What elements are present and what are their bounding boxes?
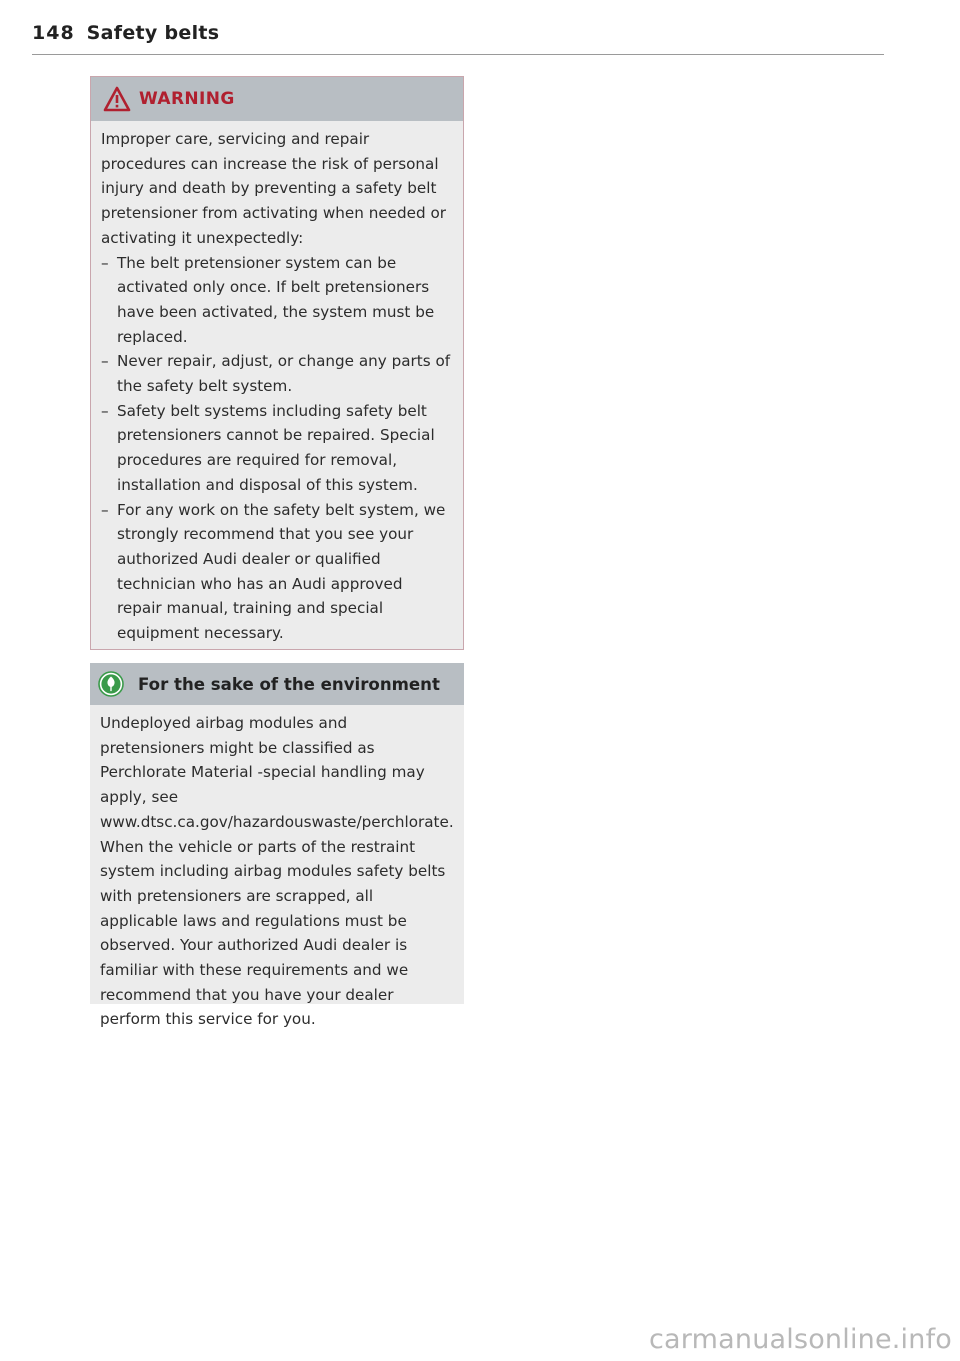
environment-box (90, 663, 464, 1029)
warning-list (101, 251, 451, 646)
warning-list-item: – The belt pretensioner system can be activated only once. If belt pretensioners have been activated, the system must be replaced. (101, 251, 451, 350)
tree-leaf-icon (98, 671, 124, 697)
warning-intro: Improper care, servicing and repair procedures can increase the risk of personal injury and death by preventing a safety belt pretensioner from activating when needed or activating it unexpectedly: (101, 130, 446, 247)
page-header (32, 22, 884, 55)
warning-list-item: – For any work on the safety belt system, we strongly recommend that you see your authorized Audi dealer or qualified technician who has an Audi approved repair manual, training and special equipment necessary. (101, 498, 451, 646)
warning-box (90, 76, 464, 650)
section-title: Safety belts (86, 22, 220, 44)
warning-list-item: – Safety belt systems including safety belt pretensioners cannot be repaired. Special procedures are required for removal, installation and disposal of this system. (101, 399, 451, 498)
warning-list-item: – Never repair, adjust, or change any parts of the safety belt system. (101, 349, 451, 398)
environment-header (90, 663, 464, 705)
warning-body (91, 121, 463, 646)
warning-header (91, 77, 463, 121)
environment-body: Undeployed airbag modules and pretensioners might be classified as Perchlorate Material -special handling may apply, see www.dtsc.ca.gov/hazardouswaste/perchlorate. When the vehicle or parts of the restraint system including airbag modules safety belts with pretensioners are scrapped, all applicable laws and regulations must be observed. Your authorized Audi dealer is familiar with these requirements and we recommend that you have your dealer perform this service for you. (100, 714, 454, 1029)
watermark: carmanualsonline.info (649, 1324, 952, 1355)
warning-title: WARNING (139, 89, 235, 109)
page-number: 148 (32, 22, 75, 44)
warning-triangle-icon (103, 86, 131, 112)
environment-title: For the sake of the environment (138, 674, 440, 694)
